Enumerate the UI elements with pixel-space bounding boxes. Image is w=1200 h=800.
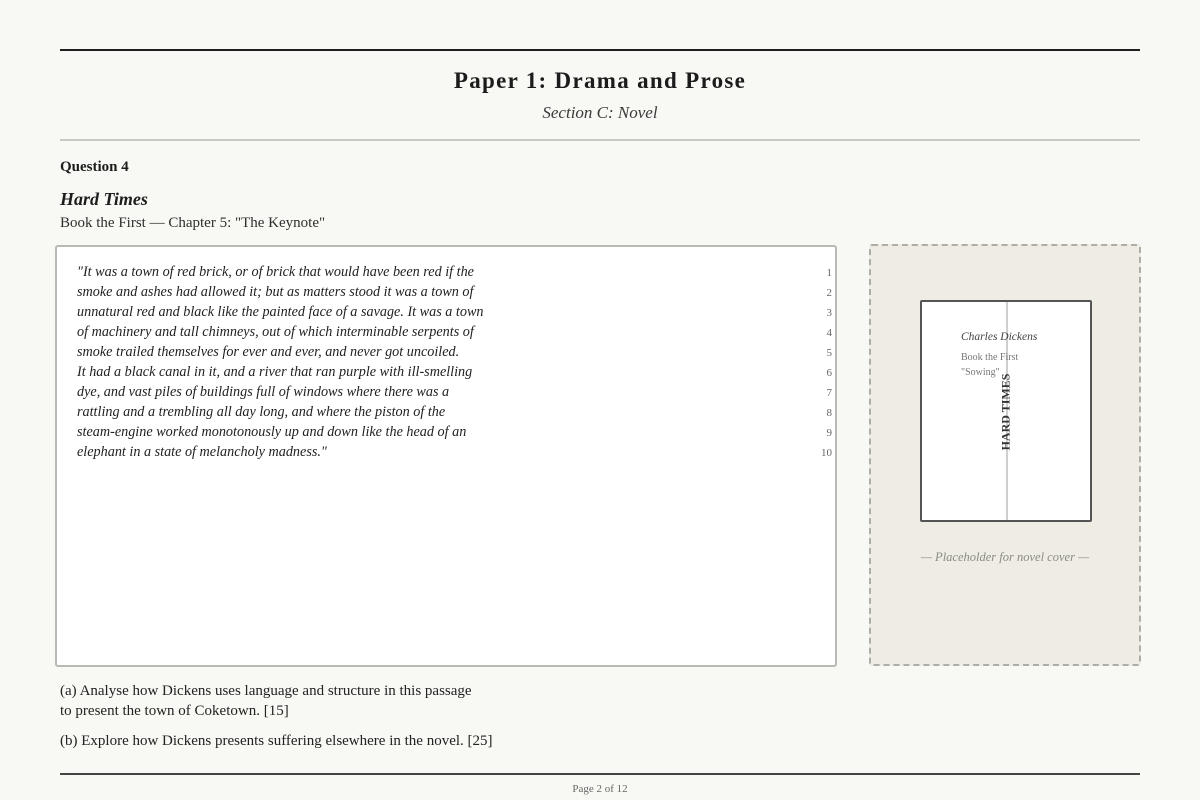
passage-line-text: smoke and ashes had allowed it; but as matters stood it was a town of — [77, 284, 474, 300]
section-title: Section C: Novel — [542, 103, 658, 122]
line-number: 5 — [826, 347, 832, 359]
task-a: (a) Analyse how Dickens uses language and structure in this passage to present the town of Coketown. [15] — [60, 683, 472, 719]
novel-cover-placeholder — [869, 244, 1141, 666]
novel-title: Hard Times — [60, 189, 148, 209]
task-b: (b) Explore how Dickens presents suffering elsewhere in the novel. [25] — [60, 733, 493, 749]
footer-rule — [60, 773, 1140, 775]
passage-line — [77, 442, 832, 462]
cover-spine-title: HARD TIMES — [998, 373, 1013, 451]
header-divider — [60, 139, 1140, 141]
book-cover-illustration — [920, 300, 1092, 522]
passage-line-text: steam-engine worked monotonously up and down like the head of an — [77, 424, 467, 440]
cover-caption: — Placeholder for novel cover — — [920, 550, 1090, 564]
passage-line — [77, 262, 832, 282]
chapter-reference: Book the First — Chapter 5: "The Keynote" — [60, 215, 326, 231]
line-number: 3 — [826, 307, 832, 319]
passage-line — [77, 402, 832, 422]
passage-line-text: unnatural red and black like the painted face of a savage. It was a town — [77, 304, 484, 320]
cover-subtitle-part: "Sowing" — [961, 367, 1000, 378]
line-number: 10 — [821, 447, 832, 459]
passage-line — [77, 422, 832, 442]
line-number: 7 — [826, 387, 832, 399]
passage-line-text: smoke trailed themselves for ever and ever, and never got uncoiled. — [77, 344, 460, 360]
line-number: 6 — [826, 367, 832, 379]
line-number: 1 — [826, 267, 832, 279]
question-label: Question 4 — [60, 159, 129, 175]
passage-line-text: rattling and a trembling all day long, and where the piston of the — [77, 404, 446, 420]
line-number: 4 — [826, 327, 832, 339]
passage-line-text: elephant in a state of melancholy madness." — [77, 444, 327, 460]
page-number: Page 2 of 12 — [572, 783, 628, 795]
passage-line-text: It had a black canal in it, and a river that ran purple with ill-smelling — [77, 364, 473, 380]
passage-line — [77, 322, 832, 342]
passage-line — [77, 302, 832, 322]
passage-line-text: "It was a town of red brick, or of brick that would have been red if the — [77, 264, 474, 280]
line-number: 9 — [826, 427, 832, 439]
passage-line-text: dye, and vast piles of buildings full of windows where there was a — [77, 384, 450, 400]
cover-subtitle-book: Book the First — [961, 352, 1019, 363]
passage-line — [77, 362, 832, 382]
passage-line — [77, 342, 832, 362]
passage-line — [77, 282, 832, 302]
cover-author: Charles Dickens — [961, 331, 1038, 343]
passage-line — [77, 382, 832, 402]
line-number: 2 — [826, 287, 832, 299]
line-number: 8 — [826, 407, 832, 419]
extract-passage-box — [55, 245, 837, 667]
paper-title: Paper 1: Drama and Prose — [453, 68, 747, 93]
top-rule — [60, 49, 1140, 51]
passage-line-text: of machinery and tall chimneys, out of which interminable serpents of — [77, 324, 474, 340]
